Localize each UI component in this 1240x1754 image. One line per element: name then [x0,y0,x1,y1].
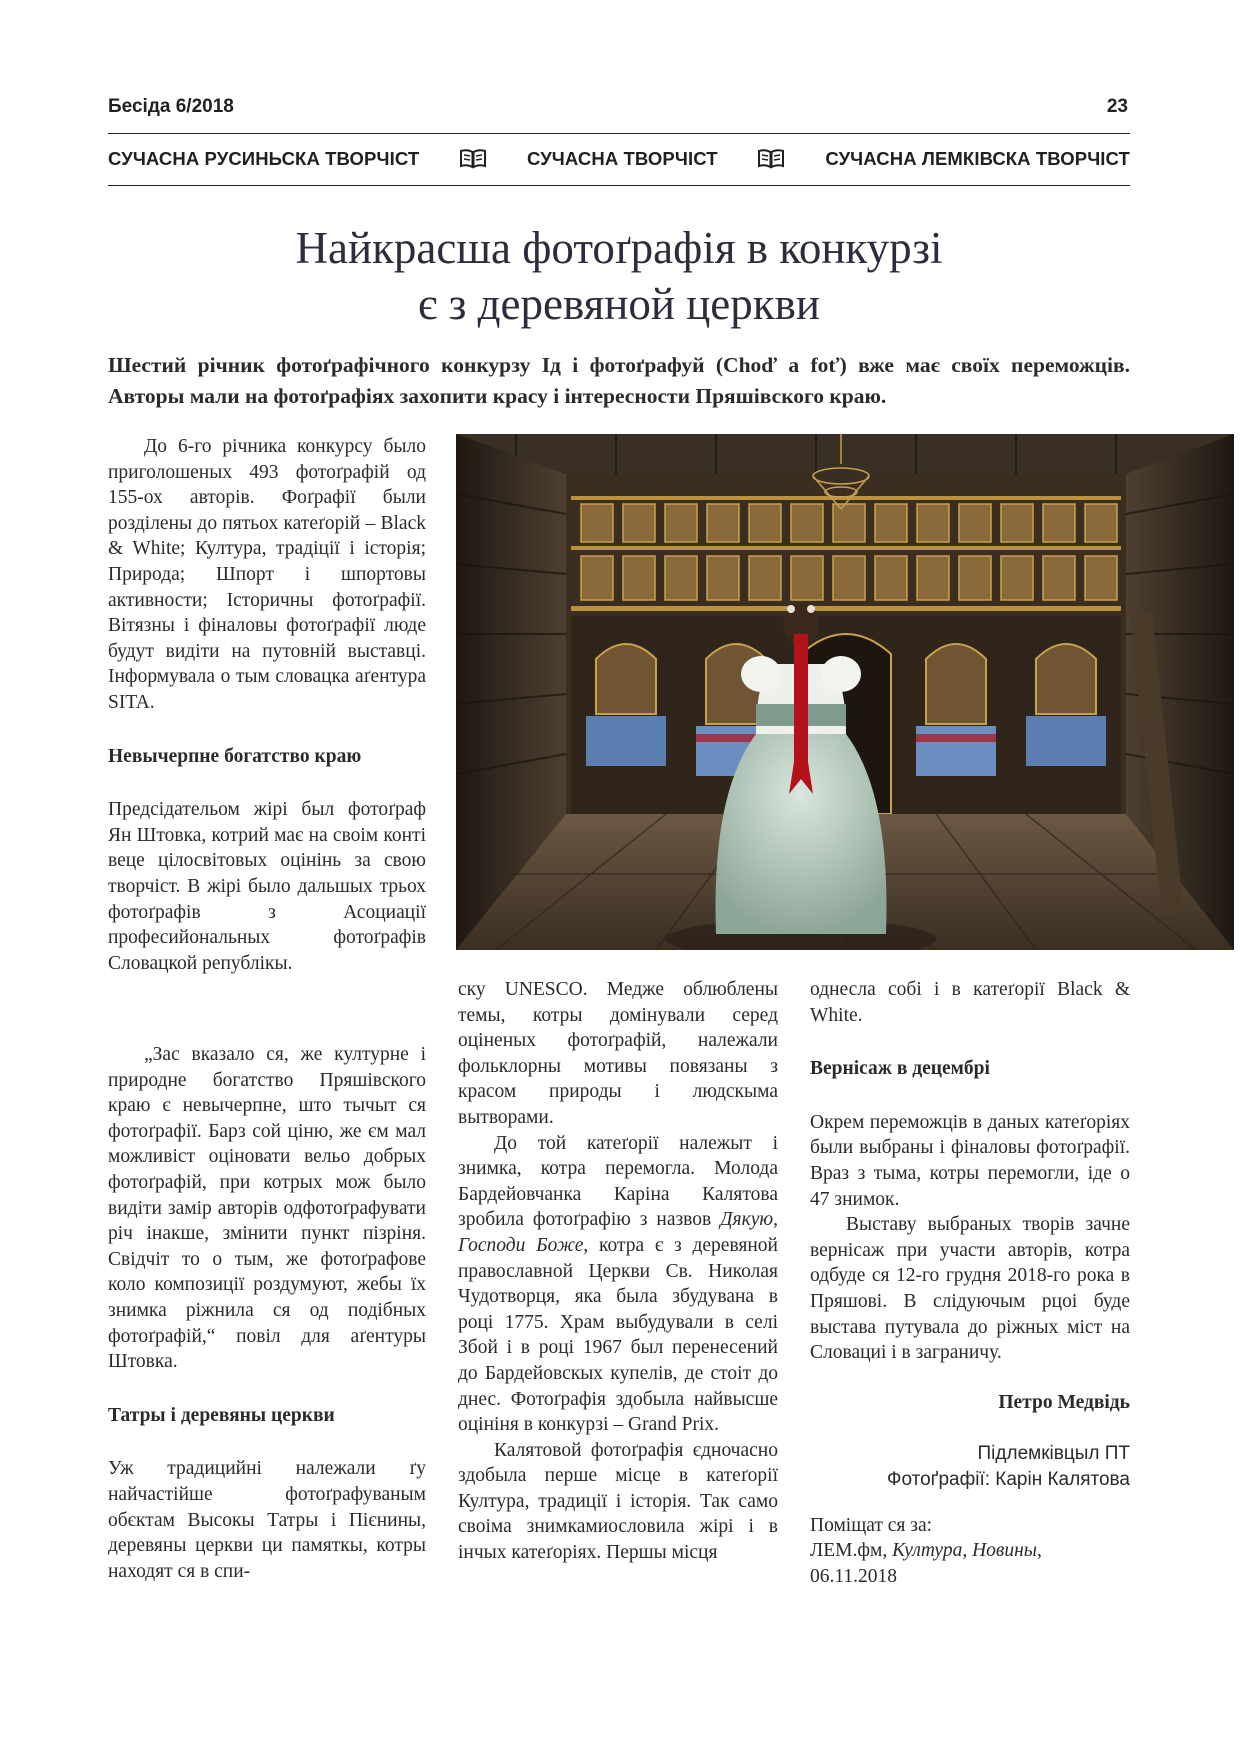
section-lemko: СУЧАСНА ЛЕМКІВСКА ТВОРЧІСТ [825,148,1130,169]
source-line [810,1538,1130,1564]
paragraph [458,1131,778,1438]
column-1-bottom [108,840,426,1584]
subheading: Невычерпне богатство краю [108,745,362,767]
paragraph-text: До той катеґорії належыт і знимка, котра перемогла. Молода Бардейовчанка Каріна Калятова зробила фотоґрафію з назвов [458,1132,778,1231]
column-2 [458,977,778,1566]
page-number: 23 [1106,96,1128,117]
paragraph: Окрем переможців в даных катеґоріях были выбраны і фіналовы фотоґрафії. Враз з тыма, котры перемогли, іде о 47 знимок. [810,1111,1130,1210]
subheading: Вернісаж в децембрі [810,1058,990,1080]
title-line-2: є з деревяной церкви [418,279,820,329]
paragraph: Калятовой фотоґрафія єдночасно здобыла перше місце в катеґорії Култура, традиції і історія. Так само своіма знимкамиословила жірі і в інчых катеґоріях. Першы місця [458,1439,778,1564]
photo-title: Дякую, Господи Боже [458,1209,778,1256]
paragraph-text: , котра є з деревяной православной Церкви Св. Николая Чудотворця, яка была збудувана в році 1775. Храм выбудували в селі Збой і в році 1967 был перенесений до Бардейовскых купелів, де стоіт до днес. Фотоґрафія здобыла найвысше оцініня в конкурзі – Grand Prix. [458,1234,778,1436]
paragraph: До 6-го річника конкурсу было приголошеных 493 фотоґрафій од 155-ох авторів. Фоґрафії были розділены до пятьох катеґорій – Black & White; Култура, традіції і історія; Природа; Шпорт і шпортовы активности; Історичны фотоґрафії. Вітязны і фіналовы фотоґрафії люде будут видіти на путовній выставці. Інформувала о тым словацка аґентура SITA. [108,436,426,713]
section-modern: СУЧАСНА ТВОРЧІСТ [526,148,718,169]
section-bar [108,148,1130,170]
article-photo [456,434,1234,950]
paragraph: „Зас вказало ся, же културне і природне богатство Пряшівского краю є невычерпне, што тычыт ся фотоґрафії. Барз сой ціню, же єм мал можливіст оціновати вельо добрых фотоґрафій, при котрых мож было видіти замір авторів одфотоґрафувати річ інакше, змінити пункт пізріня. Свідчіт то о тым, же фотоґрафове коло композиції роздумуют, жебы їх знимка ріжнила ся од подібных фотоґрафій,“ повіл для аґентуры Штовка. [108,1044,426,1373]
credit-prepared: Підлемківцыл ПТ [977,1443,1130,1465]
column-3 [810,977,1130,1589]
author-name: Петро Медвідь [998,1391,1130,1413]
section-rusyn: СУЧАСНА РУСИНЬСКА ТВОРЧІСТ [108,148,420,169]
source-comma: , [1037,1540,1042,1562]
open-book-icon [460,149,486,169]
subheading: Татры і деревяны церкви [108,1404,335,1426]
header-rule-bottom [108,185,1130,186]
church-interior-illustration [456,434,1234,950]
source-date: 06.11.2018 [810,1565,898,1587]
source-label: Поміщат ся за: [810,1514,933,1536]
source-sections: Култура, Новины [892,1540,1037,1562]
issue-label: Бесіда 6/2018 [108,96,234,117]
source-site: ЛЕМ.фм, [810,1540,893,1562]
title-line-1: Найкрасша фотоґрафія в конкурзі [295,223,943,273]
article-lede: Шестий річник фотоґрафічного конкурзу Ід і фотоґрафуй (Choď a foť) вже має своїх переможців. Авторы мали на фотоґрафіях захопити красу і інтересности Пряшівского краю. [108,353,1130,408]
paragraph: Выставу выбраных творів зачне вернісаж при участи авторів, котра одбуде ся 12-го грудня 2018-го рока в Пряшові. В слідуючым рцоі буде выстава путувала до ріжных міст на Словациі і в заграничу. [810,1214,1130,1364]
article-title [108,220,1130,332]
paragraph: Предсідательом жірі был фотоґраф Ян Штовка, котрий має на своім конті веце цілосвітовых оцінінь за свою творчіст. В жірі было дальшых трьох фотоґрафів з Асоциації професийональных фотоґрафів Словацкой републікы. [108,799,426,974]
paragraph: ску UNESCO. Медже облюблены темы, котры домінували серед оціненых фотоґрафій, належали фольклорны мотивы повязаны з красом природы і людскыма вытворами. [458,979,778,1128]
header-rule-top [108,133,1130,134]
paragraph: однесла собі і в катеґорії Black & White. [810,979,1130,1026]
open-book-icon [758,149,784,169]
credit-photo: Фотоґрафії: Карін Калятова [887,1468,1130,1490]
paragraph: Уж традицийні належали ґу найчастійше фотоґрафуваным обєктам Высокы Татры і Пієнины, деревяны церкви ци памяткы, котры находят ся в спи- [108,1458,426,1582]
